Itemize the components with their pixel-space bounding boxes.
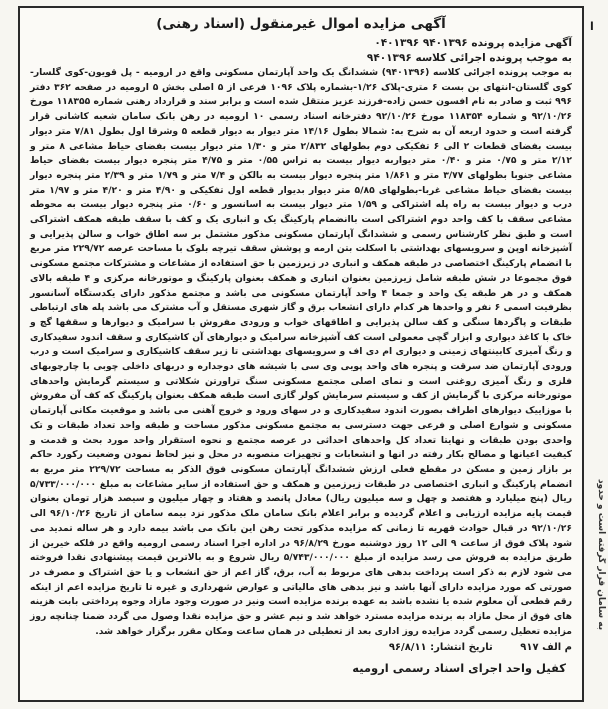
notice-title: آگهی مزایده اموال غیرمنقول (اسناد رهنی): [156, 16, 446, 32]
letter-number: م الف ۹۱۷: [520, 642, 572, 654]
case-reference-2: به موجب پرونده اجرائی کلاسه ۹۴۰۱۳۹۶: [366, 52, 572, 64]
edge-mark: ا: [590, 20, 594, 33]
adjacent-column-edge: به سامان قرار گرفته است و حدود: [596, 478, 606, 630]
auction-notice: [18, 6, 584, 702]
notice-footer: [30, 640, 572, 655]
signature: کفیل واحد اجرای اسناد رسمی ارومیه: [352, 661, 566, 676]
publish-date: تاریخ انتشار: ۹۶/۸/۱۱: [388, 642, 493, 654]
notice-body: به موجب پرونده اجرائی کلاسه (۹۴۰۱۳۹۶) ششدانگ یک واحد آپارتمان مسکونی واقع در ارومیه - پل قویون-کوی گلسار-کوی گلستان-انتهای بن بست ۶ متری-پلاک ۱/۲۶-بشماره پلاک ۱۰۹۶ فرعی از ۵ اصلی بخش ۵ ارومیه در صفحه ۳۶۲ دفتر ۹۹۶ ثبت و صادر به نام افسون حسن زاده-فرزند عزیز منتقل شده است و برابر سند و قرارداد رهنی شماره ۱۱۸۳۵۵ مورخ ۹۲/۱۰/۲۶ و شماره ۱۱۸۳۵۴ مورخ ۹۲/۱۰/۲۶ دفترخانه اسناد رسمی ۱۰ ارومیه در رهن بانک سامان شعبه کاشانی قرار گرفته است و حدود اربعه آن به شرح به: شمالا بطول ۱۴/۱۶ متر دیوار به دیوار قطعه ۵ وشرقا اول بطول ۷/۸۱ متر دیوار بیست بفضای قطعات ۲ الی ۶ تفکیکی دوم بطولهای ۲/۸۳۲ متر و ۱/۳۰ متر دیوار بیست بفضای حیاط مشاعی ۸ متر و ۲/۱۲ متر و ۰/۷۵ متر و ۰/۴۰ متر دیواربه دیوار بیست به تراس ۰/۵۵ متر و ۴/۷۵ متر پنجره دیوار بیست بفضای حیاط مشاعی جنوبا بطولهای ۳/۷۷ متر و ۱/۸۶۱ متر پنجره دیوار بیست به بالکن و ۷/۴ متر و ۱/۷۹ متر و ۲/۳۹ متر پنجره دیوار بیست بفضای حیاط مشاعی غربا-بطولهای ۵/۸۵ متر دیوار بدیوار قطعه اول تفکیکی و ۴/۹۰ متر و ۴/۲۰ متر و ۱/۹۷ متر درب و دیوار بیست به راه پله اشتراکی و ۱/۵۹ متر دیوار بیست به اسانسور و ۰/۶۰ متر پنجره دیوار بیست به محوطه مشاعی سقف با کف واحد دوم اشتراکی است باانضمام پارکینگ یک و انباری یک و کف با سقف طبقه همکف اشتراکی است و طبق نظر کارشناس رسمی و ششدانگ آپارتمان مسکونی مذکور مشتمل بر سه اطاق خواب و سالن پذیرایی و آشپزخانه اوپن و سرویسهای بهداشتی با اسکلت بتن ارمه و پوشش سقف تیرچه بلوک با مساحت عرصه ۲۲۹/۷۲ متر مربع با انضمام پارکینگ اختصاصی در طبقه همکف و انباری در زیرزمین با حق استفاده از مشاعات و مشترکات مجتمع مسکونی فوق مجموعا در شش طبقه شامل زیرزمین بعنوان انباری و همکف بعنوان پارکینگ و موتورخانه مرکزی و ۴ طبقه بالای همکف و در هر طبقه یک واحد و جمعا ۴ واحد آپارتمان مسکونی می باشد و مجتمع مذکور دارای یکدستگاه آسانسور بظرفیت اسمی ۶ نفر و واحدها هر کدام دارای انشعاب برق و گاز شهری مستقل و آب مشترک می باشد پله های ارتباطی طبقات و پاگردها سنگی و کف سالن پذیرایی و اطاقهای خواب و ورودی مفروش با سرامیک و دیوارها و سقفها گچ و خاک با کاغذ دیواری و ابزار گچی معمولی است کف آشپزخانه سرامیک و دیوارهای آن کاشیکاری و سقف اندود سفیدکاری و رنگ آمیزی کابینتهای زمینی و دیواری ام دی اف و سرویسهای بهداشتی تا زیر سقف کاشیکاری و سرامیک است و درب ورودی آپارتمان ضد سرقت و پنجره های واحد پویی وی سی با شیشه های دوجداره و دربهای داخلی چوبی با چارچوبهای فلزی و رنگ آمیزی روغنی است و نمای اصلی مجتمع مسکونی سنگ تراورتن شکلاتی و سیستم گرمایش واحدهای موتورخانه مرکزی با گرمایش از کف و سیستم سرمایش کولر گازی است طبقه همکف بعنوان پارکینگ که کف آن مفروش با موزاییک دیوارهای اطراف بصورت اندود سفیدکاری و در سهای ورود و خروج آهنی می باشد و موقعیت مکانی آپارتمان مسکونی و شوارع اصلی و فرعی جهت دسترسی به مجتمع مسکونی مذکور مساحت و طبقه واحد تعداد طبقات و تک واحدی بودن طبقات و نهایتا تعداد کل واحدهای احداثی در عرصه مجتمع و نحوه استقرار واحد مورد بحث و قدمت و کیفیت اعیانها و مصالح بکار رفته در انها و انشعابات و تجهیزات منصوبه در محل و نیز لحاظ نمودن وضعیت رکورد حاکم بر بازار زمین و مسکن در مقطع فعلی ارزش ششدانگ آپارتمان مسکونی فوق الذکر به مساحت ۲۲۹/۷۲ متر مربع به انضمام پارکینگ و انباری اختصاصی در طبقات زیرزمین و همکف و حق استفاده از سایر مشاعات به مبلغ ۵/۷۳۳/۰۰۰/۰۰۰ ریال (پنج میلیارد و هفتصد و چهل و سه میلیون ریال) معادل پانصد و هفتاد و چهار میلیون و سیصد هزار تومان بعنوان قیمت پایه مزایده ارزیابی و اعلام گردیده و برابر اعلام بانک سامان ملک مذکور نزد بیمه سامان از تاریخ ۹۶/۱۰/۲۶ الی ۹۲/۱۰/۲۶ در قبال حوادث قهریه تا زمانی که مزایده مذکور تحت رهن این بانک می باشد بیمه دارد و هر ساله تمدید می شود پلاک فوق از ساعت ۹ الی ۱۲ روز دوشنبه مورخ ۹۶/۸/۲۹ در اداره اجرا اسناد رسمی ارومیه واقع در فلکه خیرین از طریق مزایده به فروش می رسد مزایده از مبلغ ۵/۷۴۳/۰۰۰/۰۰۰ ریال شروع و به بالاترین قیمت پیشنهادی نقدا فروخته می شود لازم به ذکر است پرداخت بدهی های مربوط به آب، برق، گاز اعم از حق انشعاب و یا حق اشتراک و مصرف در صورتی که مورد مزایده دارای آنها باشد و نیز بدهی های مالیاتی و عوارض شهرداری و غیره تا تاریخ مزایده اعم از اینکه رقم قطعی آن معلوم شده یا نشده باشد به عهده برنده مزایده است ونیز در صورت وجود مازاد وجوه پرداختی بابت هزینه های فوق از محل مازاد به برنده مزایده مسترد خواهد شد و نیم عشر و حق مزایده نقدا وصول می گردد ضمنا چنانچه روز مزایده تعطیل رسمی گردد مزایده روز اداری بعد از تعطیلی در همان ساعت ومکان مقرر برگزار خواهد شد.: [30, 67, 573, 637]
case-reference-1: آگهی مزایده پرونده ۹۴۰۱۳۹۶ ۰۴۰۱۳۹۶: [374, 37, 572, 49]
